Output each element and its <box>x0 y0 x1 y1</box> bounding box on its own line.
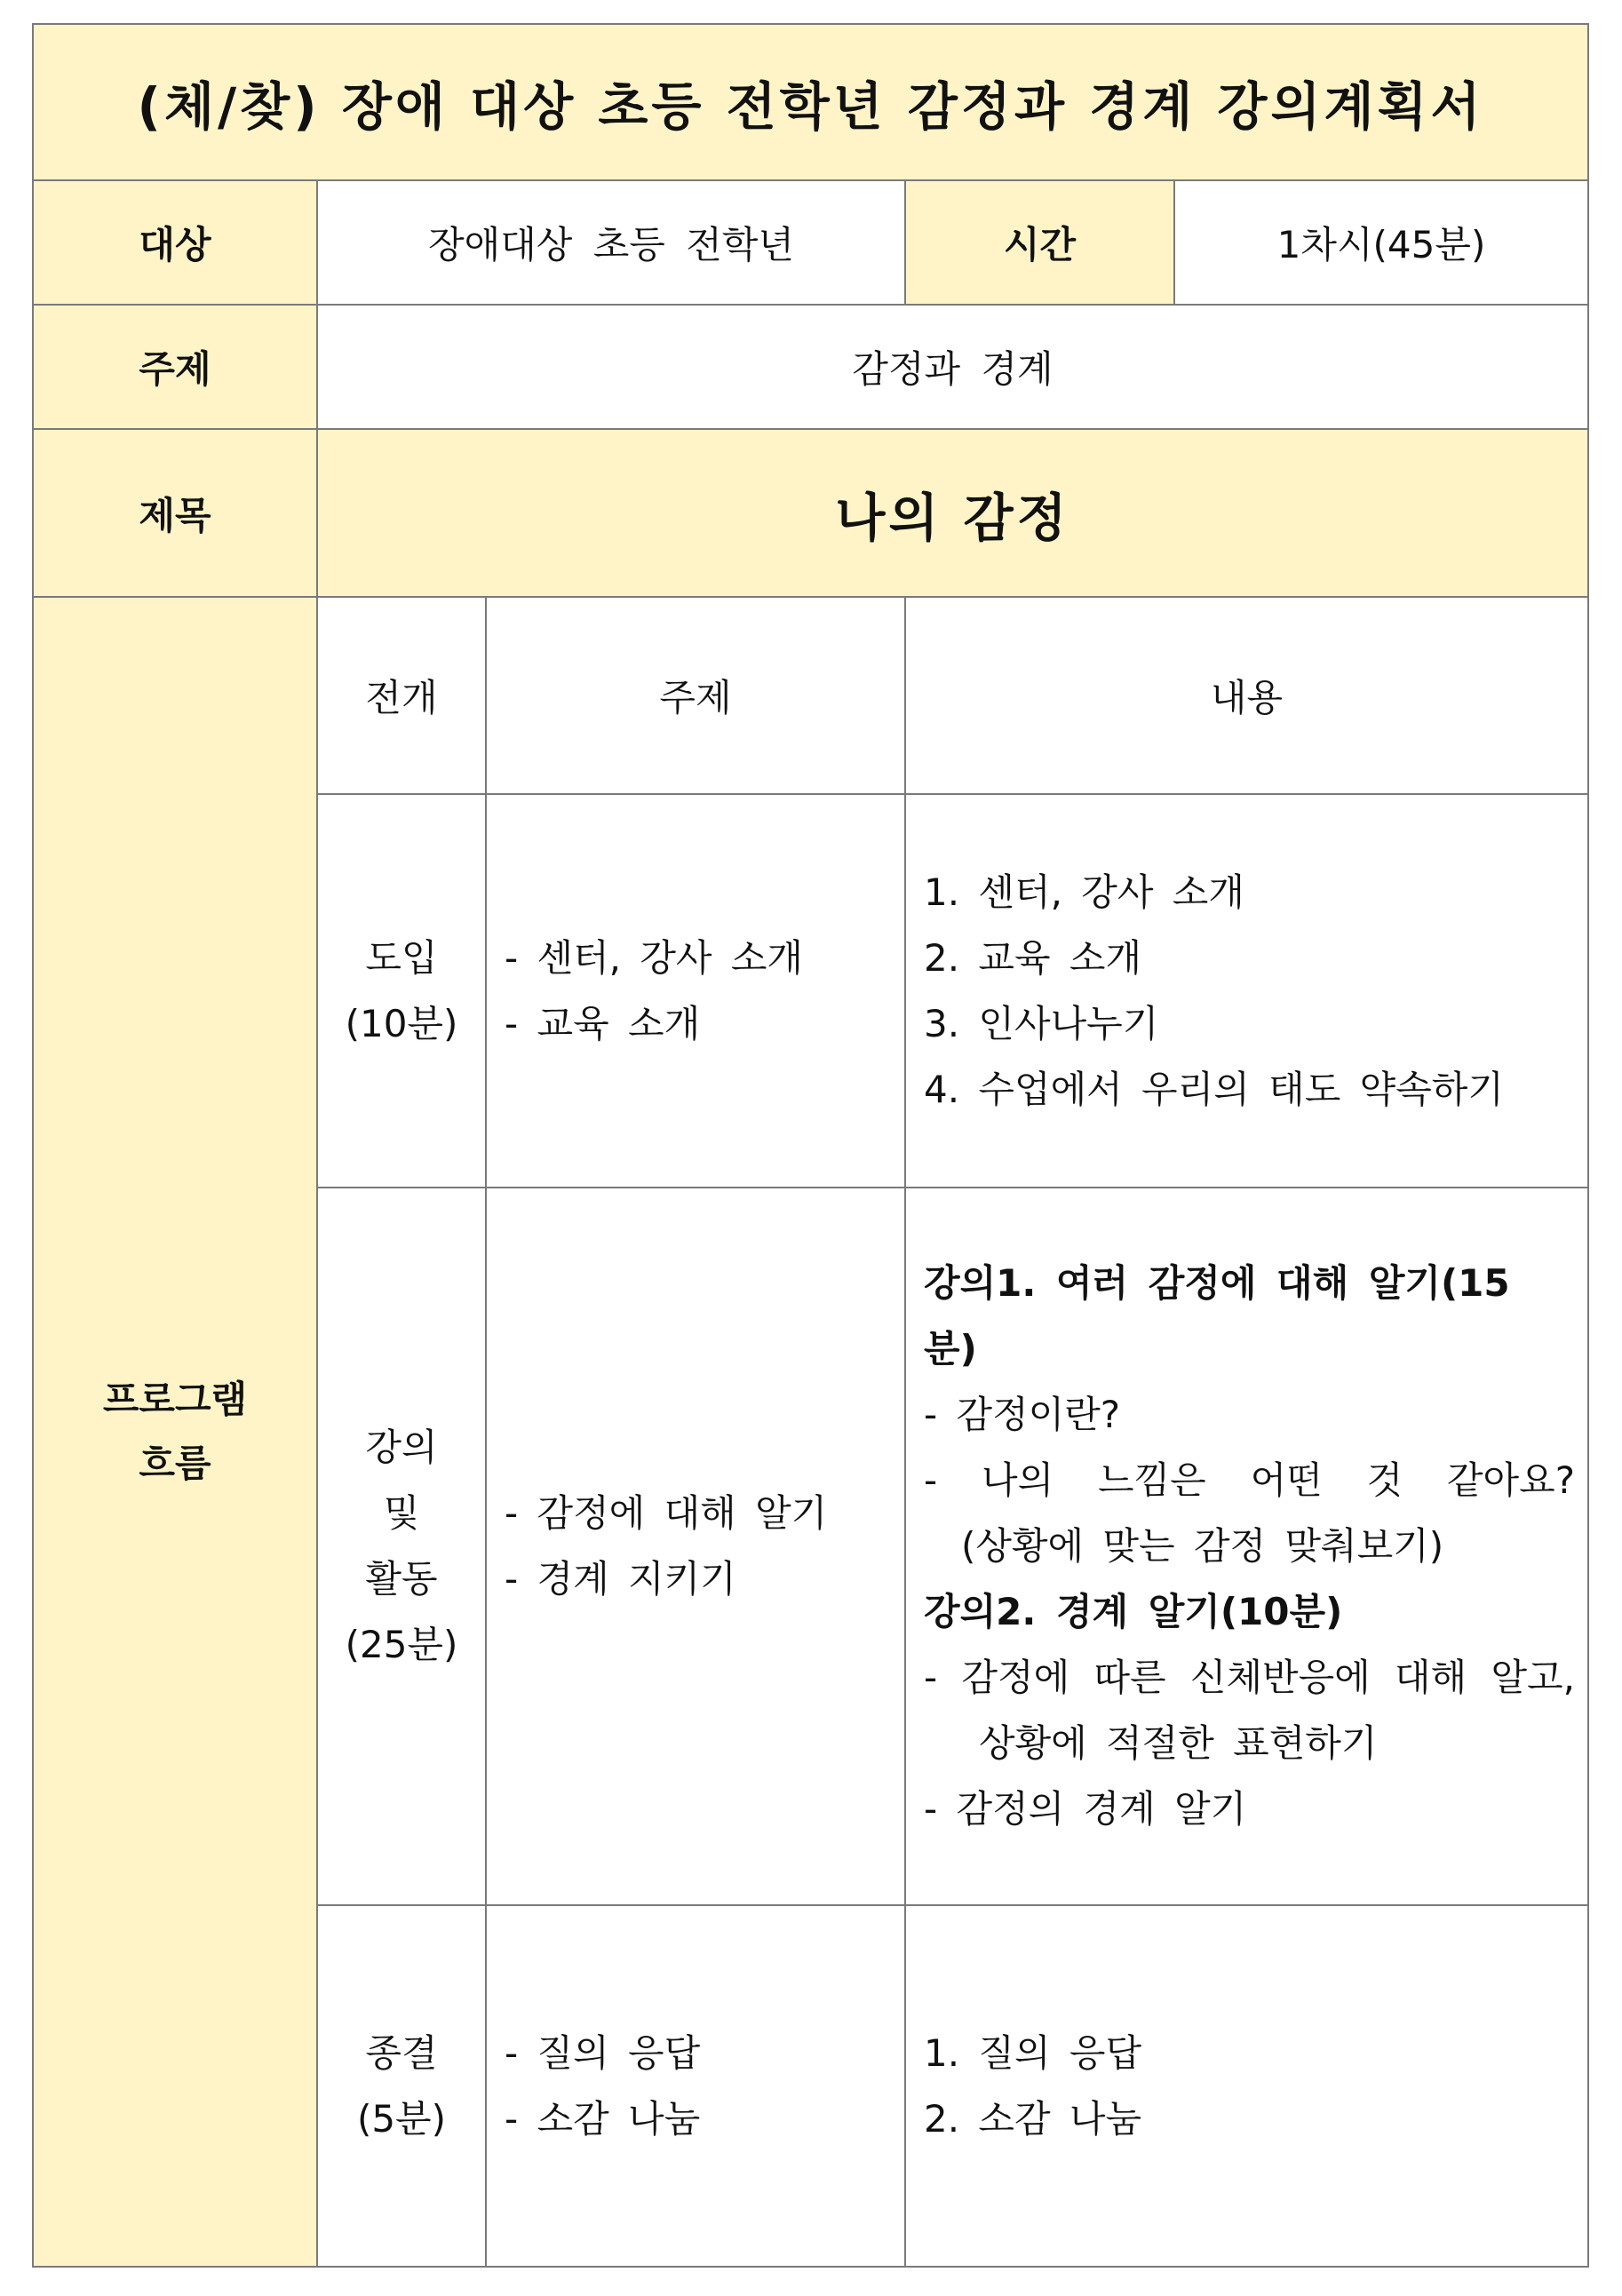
intro-stage <box>317 794 486 1188</box>
intro-stage-duration: (10분) <box>345 1001 458 1045</box>
word: 느낌은 <box>1098 1458 1206 1502</box>
word: - <box>924 1458 938 1502</box>
program-flow-label-line2: 흐름 <box>139 1442 211 1485</box>
lecture-content <box>905 1188 1588 1905</box>
word: 신체반응에 <box>1189 1656 1371 1699</box>
time-value: 1차시(45분) <box>1174 180 1588 305</box>
target-label: 대상 <box>33 180 317 305</box>
intro-topics <box>486 794 905 1188</box>
lecture-content-item <box>924 1645 1575 1711</box>
closing-stage-name: 종결 <box>365 2030 438 2075</box>
word: 감정에 <box>961 1656 1070 1699</box>
lecture2-title: 강의2. 경계 알기(10분) <box>924 1590 1343 1633</box>
lecture-stage <box>317 1188 486 1905</box>
program-flow-label <box>33 597 317 2267</box>
lecture-topics <box>486 1188 905 1905</box>
closing-stage-duration: (5분) <box>356 2096 447 2141</box>
time-label: 시간 <box>905 180 1174 305</box>
word: 같아요? <box>1446 1458 1575 1502</box>
column-header-content: 내용 <box>905 597 1588 794</box>
word: 따른 <box>1093 1656 1166 1699</box>
subject-value: 감정과 경계 <box>317 305 1588 429</box>
intro-topic-item: - 센터, 강사 소개 <box>505 935 803 980</box>
word: 대해 <box>1395 1656 1467 1699</box>
document-title: (체/찾) 장애 대상 초등 전학년 감정과 경계 강의계획서 <box>33 24 1588 180</box>
intro-content-item: 3. 인사나누기 <box>924 1001 1159 1045</box>
intro-content-item: 2. 교육 소개 <box>924 935 1142 980</box>
intro-topic-item: - 교육 소개 <box>505 1001 701 1045</box>
heading-value: 나의 감정 <box>317 429 1588 597</box>
heading-label: 제목 <box>33 429 317 597</box>
lecture-stage-duration: (25분) <box>345 1623 458 1666</box>
closing-content-item: 1. 질의 응답 <box>924 2030 1142 2075</box>
lecture-stage-name: 및 <box>383 1491 420 1535</box>
lecture-content-subitem: 상황에 적절한 표현하기 <box>979 1721 1378 1765</box>
intro-stage-name: 도입 <box>365 935 438 980</box>
lecture-content-item: - 감정의 경계 알기 <box>924 1787 1247 1831</box>
lecture-plan-table <box>32 23 1589 2268</box>
word: 어떤 <box>1250 1458 1323 1502</box>
closing-topic-item: - 소감 나눔 <box>505 2096 701 2141</box>
intro-content-item: 1. 센터, 강사 소개 <box>924 870 1244 914</box>
closing-content-item: 2. 소감 나눔 <box>924 2096 1142 2141</box>
closing-stage <box>317 1905 486 2267</box>
target-value: 장애대상 초등 전학년 <box>317 180 905 305</box>
intro-content-item: 4. 수업에서 우리의 태도 약속하기 <box>924 1067 1504 1111</box>
closing-content <box>905 1905 1588 2267</box>
word: - <box>924 1656 938 1699</box>
lecture-content-subitem: (상황에 맞는 감정 맞춰보기) <box>961 1524 1444 1568</box>
subject-label: 주제 <box>33 305 317 429</box>
lecture-topic-item: - 감정에 대해 알기 <box>505 1491 828 1535</box>
closing-topics <box>486 1905 905 2267</box>
program-flow-label-line1: 프로그램 <box>102 1378 248 1421</box>
lecture-topic-item: - 경계 지키기 <box>505 1557 736 1601</box>
lecture-stage-name: 활동 <box>365 1557 438 1601</box>
column-header-stage: 전개 <box>317 597 486 794</box>
lecture1-title-continued: 분) <box>924 1327 977 1370</box>
lecture-content-item: - 감정이란? <box>924 1393 1121 1436</box>
word: 알고, <box>1491 1656 1575 1699</box>
lecture-stage-name: 강의 <box>365 1426 438 1469</box>
word: 나의 <box>982 1458 1054 1502</box>
intro-content <box>905 794 1588 1188</box>
closing-topic-item: - 질의 응답 <box>505 2030 701 2075</box>
lecture1-title: 강의1. 여러 감정에 대해 알기(15 <box>924 1261 1510 1305</box>
column-header-topic: 주제 <box>486 597 905 794</box>
lecture-content-item <box>924 1448 1575 1513</box>
word: 것 <box>1366 1458 1403 1502</box>
